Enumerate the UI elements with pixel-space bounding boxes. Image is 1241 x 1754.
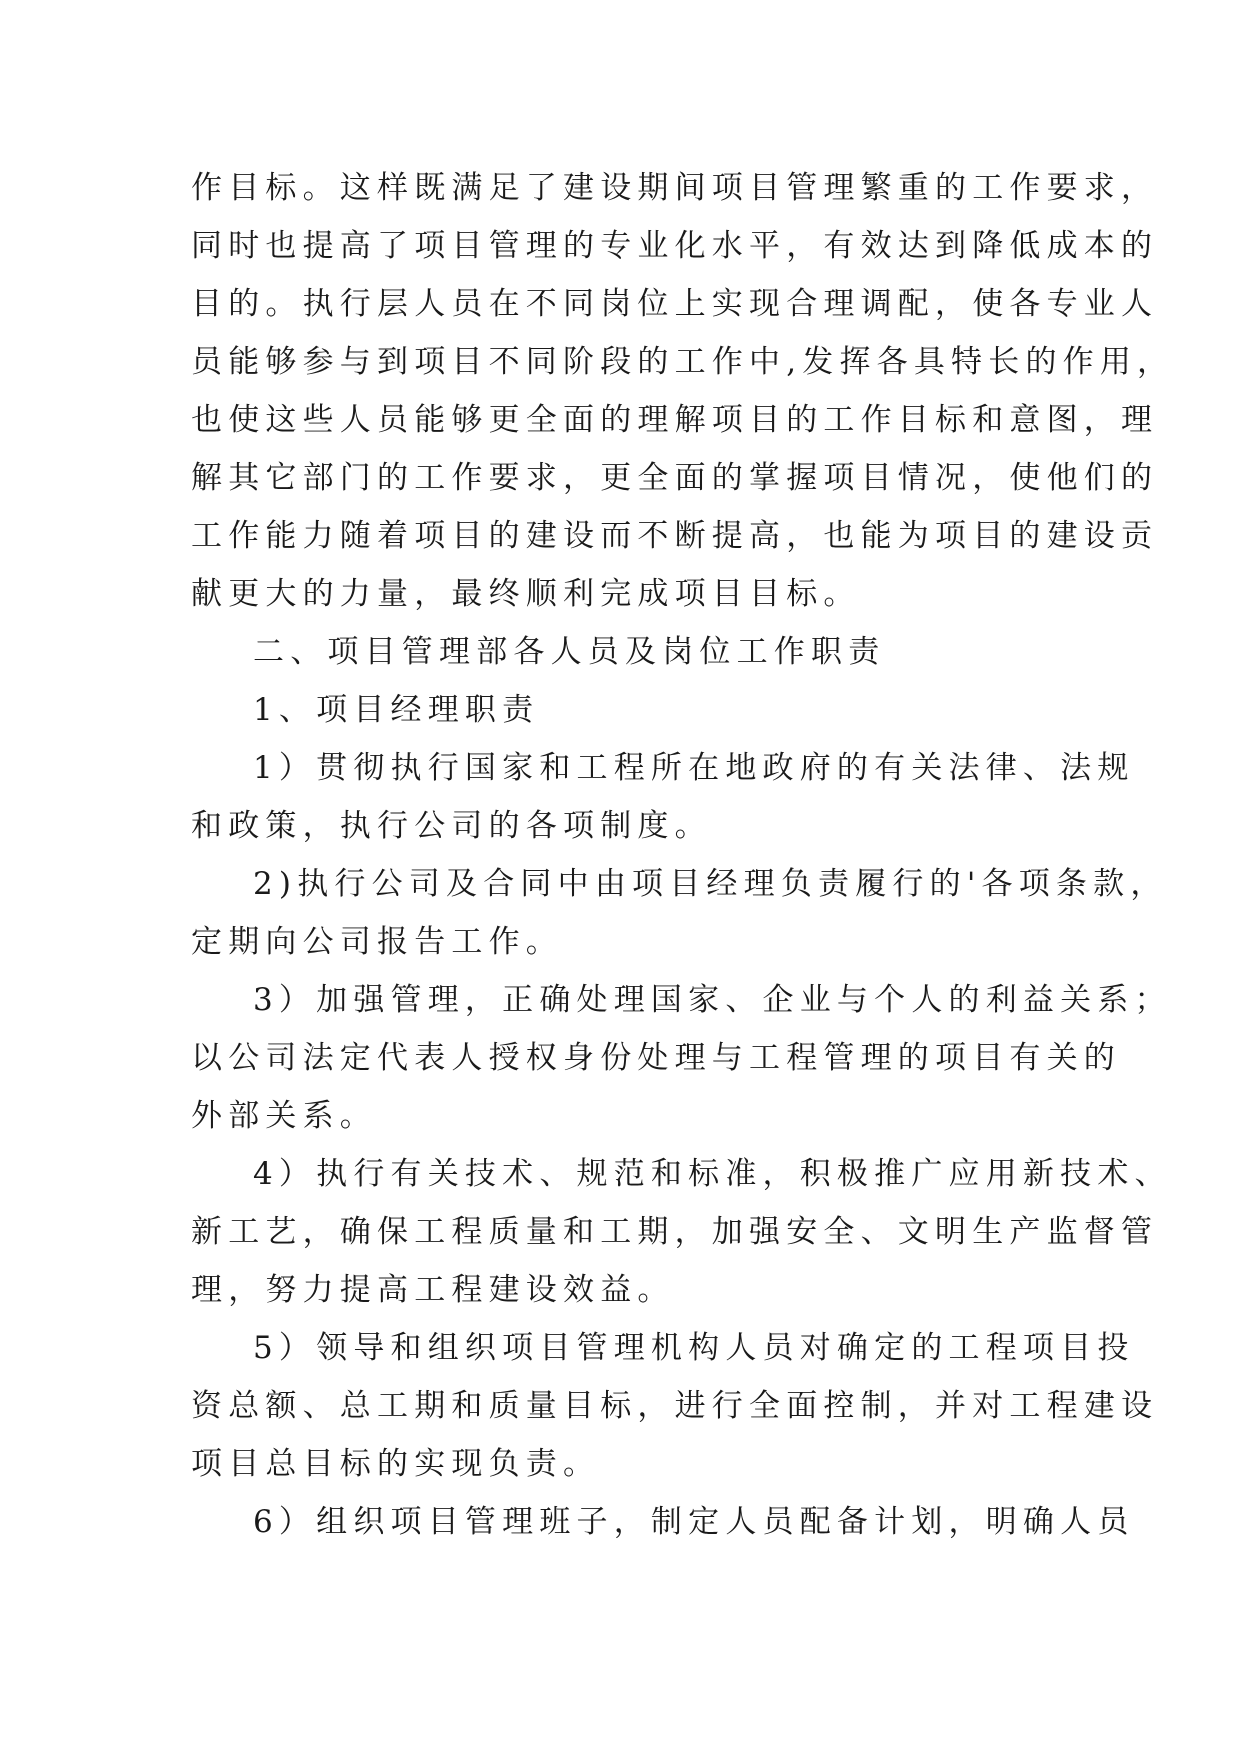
paragraph-line: 3）加强管理，正确处理国家、企业与个人的利益关系； — [253, 982, 1172, 1018]
paragraph-line: 2)执行公司及合同中由项目经理负责履行的'各项条款， — [253, 866, 1168, 902]
paragraph-line: 和政策，执行公司的各项制度。 — [191, 808, 712, 844]
paragraph-line: 解其它部门的工作要求，更全面的掌握项目情况，使他们的 — [191, 460, 1159, 496]
subsection-heading: 1、项目经理职责 — [253, 692, 540, 728]
paragraph-line: 项目总目标的实现负责。 — [191, 1446, 601, 1482]
paragraph-line: 目的。执行层人员在不同岗位上实现合理调配，使各专业人 — [191, 286, 1159, 322]
paragraph-line: 新工艺，确保工程质量和工期，加强安全、文明生产监督管 — [191, 1214, 1159, 1250]
paragraph-line: 5）领导和组织项目管理机构人员对确定的工程项目投 — [253, 1330, 1135, 1366]
paragraph-line: 1）贯彻执行国家和工程所在地政府的有关法律、法规 — [253, 750, 1135, 786]
paragraph-line: 工作能力随着项目的建设而不断提高，也能为项目的建设贡 — [191, 518, 1159, 554]
paragraph-line: 员能够参与到项目不同阶段的工作中,发挥各具特长的作用， — [191, 344, 1175, 380]
paragraph-line: 6）组织项目管理班子，制定人员配备计划，明确人员 — [253, 1504, 1135, 1540]
paragraph-line: 定期向公司报告工作。 — [191, 924, 563, 960]
paragraph-line: 作目标。这样既满足了建设期间项目管理繁重的工作要求， — [191, 170, 1159, 206]
paragraph-line: 4）执行有关技术、规范和标准，积极推广应用新技术、 — [253, 1156, 1172, 1192]
paragraph-line: 也使这些人员能够更全面的理解项目的工作目标和意图，理 — [191, 402, 1159, 438]
paragraph-line: 同时也提高了项目管理的专业化水平，有效达到降低成本的 — [191, 228, 1159, 264]
section-heading: 二、项目管理部各人员及岗位工作职责 — [253, 634, 886, 670]
paragraph-line: 以公司法定代表人授权身份处理与工程管理的项目有关的 — [191, 1040, 1121, 1076]
paragraph-line: 外部关系。 — [191, 1098, 377, 1134]
paragraph-line: 理，努力提高工程建设效益。 — [191, 1272, 675, 1308]
paragraph-line: 资总额、总工期和质量目标，进行全面控制，并对工程建设 — [191, 1388, 1159, 1424]
paragraph-line: 献更大的力量，最终顺利完成项目目标。 — [191, 576, 861, 612]
